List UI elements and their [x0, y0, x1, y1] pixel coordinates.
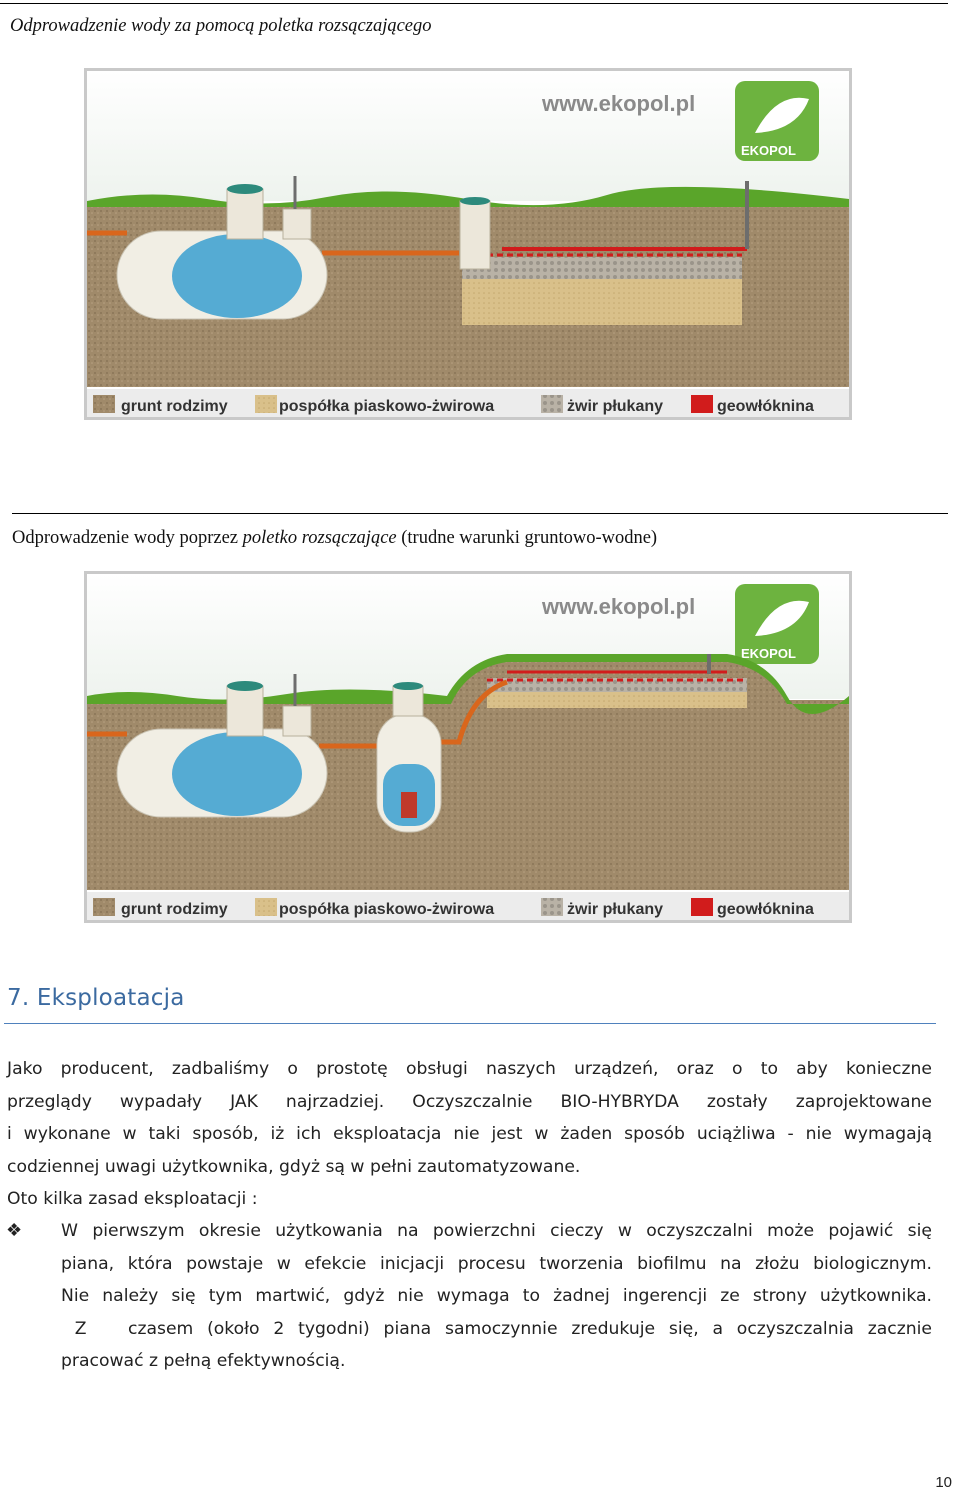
- svg-text:pospółka piaskowo-żwirowa: pospółka piaskowo-żwirowa: [279, 901, 495, 918]
- bullet-line: piana, która powstaje w efekcie inicjacji procesu tworzenia biofilmu na złożu biologicznym.: [61, 1253, 932, 1274]
- bullet-line: Z czasem (około 2 tygodni) piana samoczynnie zredukuje się, a oczyszczalnia zacznie: [61, 1318, 932, 1339]
- svg-text:EKOPOL: EKOPOL: [741, 143, 796, 158]
- figure-drainage-field-difficult-conditions: [84, 571, 852, 923]
- legend: [93, 898, 814, 918]
- rules-intro-text: Oto kilka zasad eksploatacji :: [7, 1189, 258, 1209]
- caption-1-rule: [0, 3, 948, 4]
- body-paragraph: [7, 1053, 932, 1183]
- section-heading-rule: [4, 1023, 936, 1024]
- svg-text:pospółka piaskowo-żwirowa: pospółka piaskowo-żwirowa: [279, 398, 495, 415]
- caption-2-part-3: (trudne warunki gruntowo-wodne): [396, 528, 658, 548]
- distribution-well: [460, 197, 490, 269]
- svg-text:grunt rodzimy: grunt rodzimy: [121, 901, 228, 918]
- ekopol-logo: [735, 584, 819, 664]
- brand-url: www.ekopol.pl: [542, 594, 696, 619]
- svg-text:geowłóknina: geowłóknina: [717, 398, 814, 415]
- rules-intro: [7, 1183, 607, 1216]
- paragraph-line: Jako producent, zadbaliśmy o prostotę obsługi naszych urządzeń, oraz o to aby konieczne: [7, 1059, 932, 1079]
- ekopol-logo: [735, 81, 819, 161]
- paragraph-line: codziennej uwagi użytkownika, gdyż są w pełni zautomatyzowane.: [7, 1156, 581, 1177]
- bullet-line: Nie należy się tym martwić, gdyż nie wymaga to żadnej ingerencji ze strony użytkownika.: [61, 1286, 932, 1306]
- paragraph-line: i wykonane w taki sposób, iż ich eksploatacja nie jest w żaden sposób uciążliwa - nie wymagają: [7, 1124, 932, 1144]
- svg-text:żwir płukany: żwir płukany: [567, 398, 664, 415]
- bullet-line: pracować z pełną efektywnością.: [61, 1351, 346, 1371]
- page-number: 10: [935, 1474, 952, 1491]
- section-heading: 7. Eksploatacja: [7, 985, 185, 1011]
- bullet-diamond-icon: ❖: [6, 1220, 23, 1240]
- drainage-diagram-2: [87, 574, 849, 920]
- paragraph-line: przeglądy wypadały JAK najrzadziej. Oczyszczalnie BIO-HYBRYDA zostały zaprojektowane: [7, 1091, 932, 1112]
- caption-2-part-2: poletko rozsączające: [242, 528, 397, 548]
- figure-caption-1: Odprowadzenie wody za pomocą poletka rozsączającego: [10, 16, 432, 36]
- figure-caption-2: [12, 528, 657, 549]
- svg-text:żwir płukany: żwir płukany: [567, 901, 664, 918]
- caption-2-part-1: Odprowadzenie wody poprzez: [12, 528, 243, 548]
- brand-url: www.ekopol.pl: [542, 91, 696, 116]
- svg-text:geowłóknina: geowłóknina: [717, 901, 814, 918]
- figure-drainage-field-diagram: [84, 68, 852, 420]
- svg-text:grunt rodzimy: grunt rodzimy: [121, 398, 228, 415]
- caption-2-rule: [12, 513, 948, 514]
- legend: [93, 395, 814, 415]
- svg-text:EKOPOL: EKOPOL: [741, 646, 796, 661]
- bullet-line: W pierwszym okresie użytkowania na powierzchni cieczy w oczyszczalni może pojawić się: [61, 1221, 932, 1241]
- drainage-diagram-1: [87, 71, 849, 417]
- bullet-item: [61, 1215, 932, 1378]
